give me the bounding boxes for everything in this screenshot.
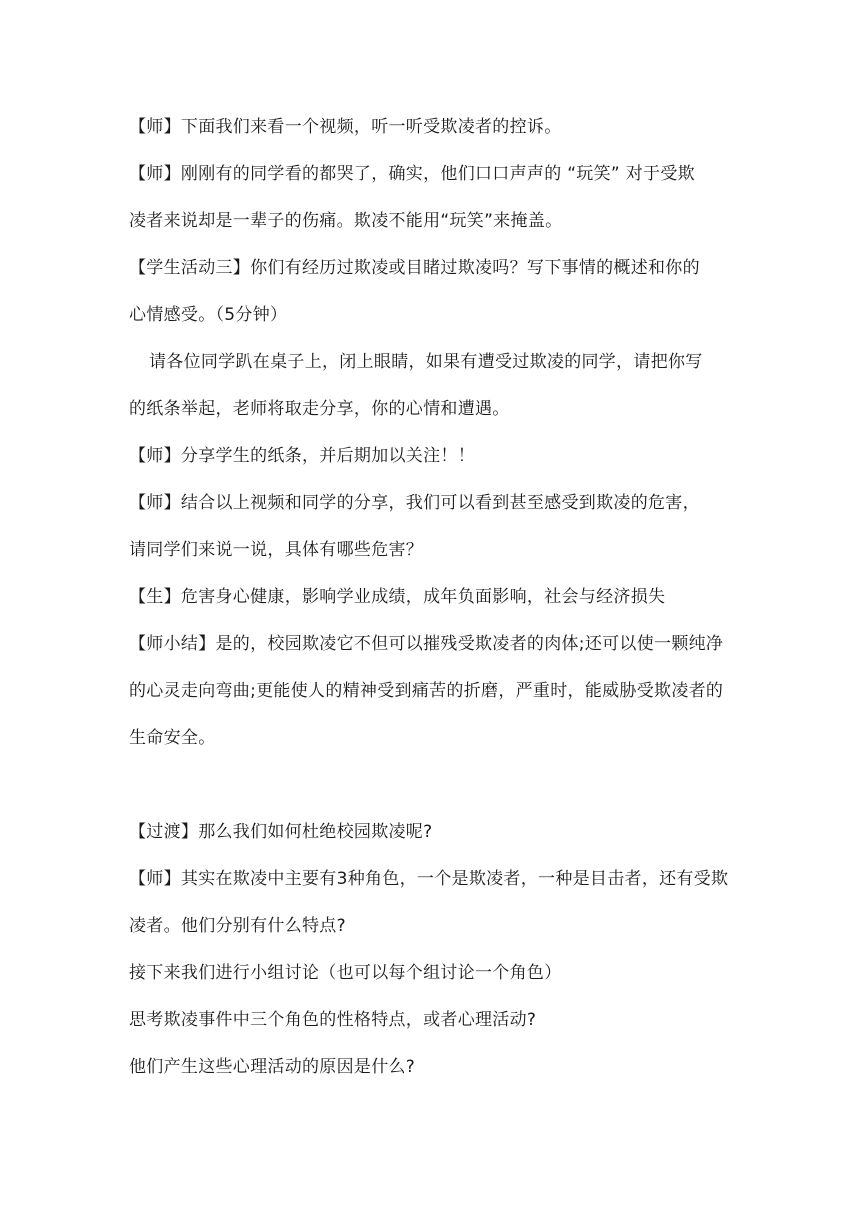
paragraph-student-answer: [129, 574, 733, 621]
document-body: [129, 104, 733, 1091]
text-line: 请各位同学趴在桌子上，闭上眼睛，如果有遭受过欺凌的同学，请把你写: [149, 352, 703, 372]
text-line: 【师】刚刚有的同学看的都哭了，确实，他们口口声声的 “玩笑” 对于受欺: [129, 164, 695, 184]
text-line: 凌者。他们分别有什么特点?: [129, 916, 346, 936]
paragraph-video-intro: [129, 104, 733, 151]
text-line: 的纸条举起，老师将取走分享，你的心情和遭遇。: [129, 399, 510, 419]
text-line: 【过渡】那么我们如何杜绝校园欺凌呢?: [129, 822, 433, 842]
text-line: 生命安全。: [129, 728, 216, 748]
text-line: 【师】下面我们来看一个视频，听一听受欺凌者的控诉。: [129, 117, 562, 137]
text-line: 的心灵走向弯曲;更能使人的精神受到痛苦的折磨，严重时，能威胁受欺凌者的: [129, 681, 724, 701]
text-line: 【学生活动三】你们有经历过欺凌或目睹过欺凌吗？写下事情的概述和你的: [129, 258, 700, 278]
text-line: 【师小结】是的，校园欺凌它不但可以摧残受欺凌者的肉体;还可以使一颗纯净: [129, 634, 724, 654]
paragraph-reasons-question: [129, 1044, 733, 1091]
paragraph-group-discussion: [129, 950, 733, 997]
text-line: 他们产生这些心理活动的原因是什么?: [129, 1057, 416, 1077]
paragraph-joke-not-excuse: [129, 151, 733, 245]
text-line: 接下来我们进行小组讨论（也可以每个组讨论一个角色）: [129, 963, 562, 983]
text-line: 【生】危害身心健康，影响学业成绩，成年负面影响，社会与经济损失: [129, 587, 666, 607]
paragraph-three-roles: [129, 856, 733, 950]
text-line: 思考欺凌事件中三个角色的性格特点，或者心理活动?: [129, 1010, 537, 1030]
paragraph-transition: [129, 809, 733, 856]
text-line: 心情感受。（5分钟）: [129, 305, 288, 325]
text-line: 【师】分享学生的纸条，并后期加以关注！！: [129, 446, 475, 466]
text-line: 【师】结合以上视频和同学的分享，我们可以看到甚至感受到欺凌的危害，: [129, 493, 700, 513]
paragraph-harms-question: [129, 480, 733, 574]
paragraph-share-notes-instruction: [129, 339, 733, 433]
text-line: 请同学们来说一说，具体有哪些危害？: [129, 540, 424, 560]
paragraph-think-roles: [129, 997, 733, 1044]
text-line: 【师】其实在欺凌中主要有3种角色，一个是欺凌者，一种是目击者，还有受欺: [129, 869, 729, 889]
paragraph-share-notes: [129, 433, 733, 480]
text-line: 凌者来说却是一辈子的伤痛。欺凌不能用“玩笑”来掩盖。: [129, 211, 563, 231]
paragraph-teacher-summary: [129, 621, 733, 762]
paragraph-student-activity-three: [129, 245, 733, 339]
blank-line: [129, 762, 733, 809]
